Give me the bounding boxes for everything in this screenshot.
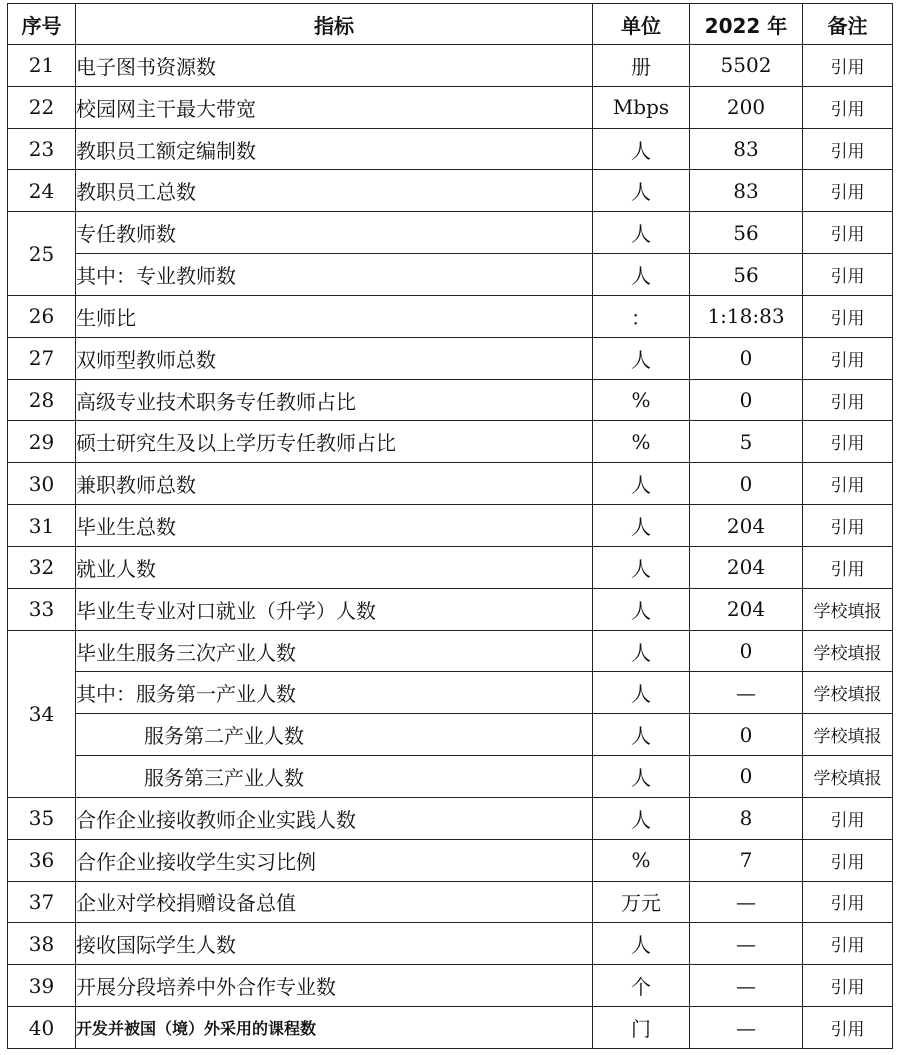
value-cell: 1:18:83 [690, 295, 803, 337]
row-number: 27 [8, 337, 76, 379]
table-row [8, 295, 893, 337]
unit-cell: 人 [593, 463, 690, 505]
indicator-cell: 企业对学校捐赠设备总值 [76, 881, 593, 923]
note-cell: 引用 [803, 45, 893, 87]
indicator-cell: 电子图书资源数 [76, 45, 593, 87]
unit-cell: 人 [593, 797, 690, 839]
note-cell: 引用 [803, 546, 893, 588]
indicator-cell: 专任教师数 [76, 212, 593, 254]
row-number: 29 [8, 421, 76, 463]
unit-cell: % [593, 421, 690, 463]
note-cell: 引用 [803, 505, 893, 547]
table-row [8, 797, 893, 839]
table-row [8, 170, 893, 212]
note-cell: 引用 [803, 170, 893, 212]
unit-cell: % [593, 839, 690, 881]
unit-cell: 人 [593, 128, 690, 170]
row-number: 36 [8, 839, 76, 881]
row-number: 31 [8, 505, 76, 547]
value-cell: 56 [690, 254, 803, 296]
note-cell: 引用 [803, 212, 893, 254]
value-cell: 8 [690, 797, 803, 839]
value-cell: 0 [690, 714, 803, 756]
indicator-cell: 校园网主干最大带宽 [76, 86, 593, 128]
indicator-cell: 毕业生服务三次产业人数 [76, 630, 593, 672]
table-row [8, 672, 893, 714]
value-cell: 56 [690, 212, 803, 254]
value-cell: 5502 [690, 45, 803, 87]
value-cell: 7 [690, 839, 803, 881]
table-row [8, 86, 893, 128]
unit-cell: 人 [593, 212, 690, 254]
unit-cell: Mbps [593, 86, 690, 128]
unit-cell: 人 [593, 546, 690, 588]
value-cell: — [690, 1007, 803, 1049]
table-row [8, 630, 893, 672]
indicator-cell: 生师比 [76, 295, 593, 337]
indicator-cell: 其中：服务第一产业人数 [76, 672, 593, 714]
note-cell: 引用 [803, 379, 893, 421]
indicator-cell: 双师型教师总数 [76, 337, 593, 379]
note-cell: 引用 [803, 965, 893, 1007]
header-year: 2022 年 [690, 4, 803, 45]
note-cell: 引用 [803, 1007, 893, 1049]
row-number: 28 [8, 379, 76, 421]
row-number: 40 [8, 1007, 76, 1049]
note-cell: 引用 [803, 797, 893, 839]
table-row [8, 379, 893, 421]
header-indicator: 指标 [76, 4, 593, 45]
value-cell: — [690, 672, 803, 714]
note-cell: 引用 [803, 254, 893, 296]
value-cell: 204 [690, 588, 803, 630]
table-row [8, 463, 893, 505]
note-cell: 引用 [803, 463, 893, 505]
statistics-table [7, 3, 893, 1049]
row-number: 22 [8, 86, 76, 128]
row-number: 35 [8, 797, 76, 839]
unit-cell: 万元 [593, 881, 690, 923]
note-cell: 引用 [803, 839, 893, 881]
value-cell: — [690, 965, 803, 1007]
table-row [8, 421, 893, 463]
note-cell: 学校填报 [803, 672, 893, 714]
note-cell: 学校填报 [803, 588, 893, 630]
unit-cell: ： [593, 295, 690, 337]
indicator-cell: 兼职教师总数 [76, 463, 593, 505]
indicator-cell: 开发并被国（境）外采用的课程数 [76, 1007, 593, 1049]
row-number: 39 [8, 965, 76, 1007]
unit-cell: 人 [593, 923, 690, 965]
table-row [8, 45, 893, 87]
unit-cell: 门 [593, 1007, 690, 1049]
table-row [8, 588, 893, 630]
table-row [8, 839, 893, 881]
value-cell: 0 [690, 756, 803, 798]
note-cell: 引用 [803, 337, 893, 379]
value-cell: 0 [690, 337, 803, 379]
header-row [8, 4, 893, 45]
indicator-cell: 接收国际学生人数 [76, 923, 593, 965]
indicator-cell: 合作企业接收学生实习比例 [76, 839, 593, 881]
row-number: 33 [8, 588, 76, 630]
unit-cell: 人 [593, 756, 690, 798]
value-cell: 83 [690, 170, 803, 212]
value-cell: — [690, 923, 803, 965]
table-row [8, 254, 893, 296]
value-cell: 0 [690, 379, 803, 421]
indicator-cell: 服务第三产业人数 [76, 756, 593, 798]
value-cell: 5 [690, 421, 803, 463]
value-cell: — [690, 881, 803, 923]
value-cell: 0 [690, 463, 803, 505]
row-number: 32 [8, 546, 76, 588]
note-cell: 引用 [803, 923, 893, 965]
note-cell: 学校填报 [803, 714, 893, 756]
row-number: 25 [8, 212, 76, 296]
row-number: 37 [8, 881, 76, 923]
indicator-cell: 教职员工总数 [76, 170, 593, 212]
table-row [8, 923, 893, 965]
indicator-cell: 毕业生专业对口就业（升学）人数 [76, 588, 593, 630]
row-number: 21 [8, 45, 76, 87]
table-row [8, 212, 893, 254]
note-cell: 引用 [803, 86, 893, 128]
note-cell: 引用 [803, 881, 893, 923]
unit-cell: 册 [593, 45, 690, 87]
unit-cell: 人 [593, 630, 690, 672]
table-row [8, 337, 893, 379]
table-row [8, 128, 893, 170]
indicator-cell: 硕士研究生及以上学历专任教师占比 [76, 421, 593, 463]
note-cell: 引用 [803, 128, 893, 170]
header-unit: 单位 [593, 4, 690, 45]
unit-cell: 人 [593, 714, 690, 756]
unit-cell: 人 [593, 337, 690, 379]
row-number: 26 [8, 295, 76, 337]
row-number: 38 [8, 923, 76, 965]
value-cell: 83 [690, 128, 803, 170]
row-number: 24 [8, 170, 76, 212]
header-note: 备注 [803, 4, 893, 45]
indicator-cell: 开展分段培养中外合作专业数 [76, 965, 593, 1007]
table-row [8, 881, 893, 923]
value-cell: 200 [690, 86, 803, 128]
unit-cell: 人 [593, 254, 690, 296]
unit-cell: 人 [593, 505, 690, 547]
indicator-cell: 教职员工额定编制数 [76, 128, 593, 170]
unit-cell: 人 [593, 170, 690, 212]
table-row [8, 505, 893, 547]
unit-cell: 人 [593, 672, 690, 714]
indicator-cell: 高级专业技术职务专任教师占比 [76, 379, 593, 421]
table-row [8, 965, 893, 1007]
note-cell: 学校填报 [803, 630, 893, 672]
row-number: 23 [8, 128, 76, 170]
unit-cell: 个 [593, 965, 690, 1007]
table-row [8, 756, 893, 798]
indicator-cell: 服务第二产业人数 [76, 714, 593, 756]
value-cell: 204 [690, 546, 803, 588]
note-cell: 引用 [803, 421, 893, 463]
unit-cell: % [593, 379, 690, 421]
indicator-cell: 毕业生总数 [76, 505, 593, 547]
table-body [8, 45, 893, 1049]
table-row [8, 714, 893, 756]
indicator-cell: 其中：专业教师数 [76, 254, 593, 296]
row-number: 34 [8, 630, 76, 797]
table-row [8, 546, 893, 588]
indicator-cell: 就业人数 [76, 546, 593, 588]
table-row [8, 1007, 893, 1049]
row-number: 30 [8, 463, 76, 505]
unit-cell: 人 [593, 588, 690, 630]
note-cell: 引用 [803, 295, 893, 337]
indicator-cell: 合作企业接收教师企业实践人数 [76, 797, 593, 839]
value-cell: 204 [690, 505, 803, 547]
note-cell: 学校填报 [803, 756, 893, 798]
header-no: 序号 [8, 4, 76, 45]
value-cell: 0 [690, 630, 803, 672]
